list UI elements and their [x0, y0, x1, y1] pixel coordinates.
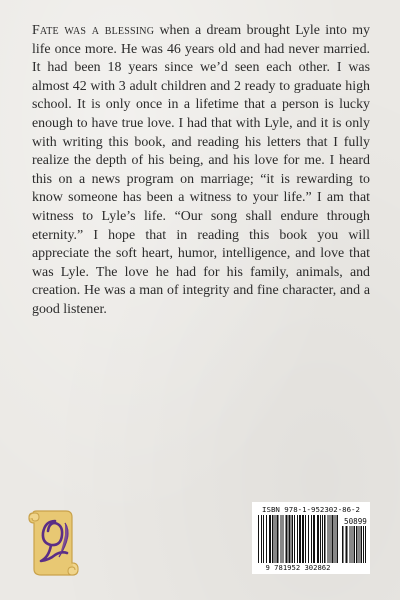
barcode-bar	[317, 515, 319, 563]
barcode-bar	[289, 515, 291, 563]
barcode-bar	[292, 515, 294, 563]
barcode-bar	[352, 526, 353, 563]
barcode-bar	[320, 515, 321, 563]
isbn-label: ISBN 978-1-952302-86-2	[262, 505, 360, 514]
isbn-barcode	[252, 502, 370, 574]
barcode-bar	[258, 515, 259, 563]
barcode-bar	[324, 515, 326, 563]
barcode-bar	[281, 515, 282, 563]
barcode-bar	[363, 526, 364, 563]
back-cover-blurb	[32, 22, 370, 320]
blurb-body: when a dream brought Lyle into my life once more. He was 46 years old and had never married. It had been 18 years since we’d seen each other. I was almost 42 with 3 adult children and 2 ready to graduate high school. It is only once in a lifetime that a person is lucky enough to have true love. I had that with Lyle, and it is only with writing this book, and reading his letters that I fully realize the depth of his being, and his love for me. I heard this on a news program on marriage; “it is rewarding to know someone has been a witness to your life.” I am that witness to Lyle’s life. “Our song shall endure through eternity.” I hope that in reading this book you will appreciate the soft heart, humor, intelligence, and love that was Lyle. The love he had for his family, animals, and creation. He was a man of integrity and fine character, and a good listener.	[32, 23, 370, 317]
barcode-bar	[359, 526, 360, 563]
barcode-bar	[332, 515, 334, 563]
barcode-bar	[266, 515, 267, 563]
barcode-bar	[286, 515, 288, 563]
barcode-bar	[261, 515, 262, 563]
barcode-bar	[356, 526, 358, 563]
barcode-addon-bars	[342, 526, 366, 563]
barcode-bar	[299, 515, 301, 563]
barcode-bar	[277, 515, 279, 563]
barcode-bar	[294, 515, 295, 563]
price-code: 50899	[344, 517, 367, 526]
barcode-bar	[322, 515, 323, 563]
barcode-bar	[272, 515, 274, 563]
barcode-bar	[308, 515, 309, 563]
barcode-bar	[311, 515, 312, 563]
barcode-bar	[283, 515, 284, 563]
barcode-bar	[330, 515, 331, 563]
blurb-lead-in: Fate was a blessing	[32, 23, 155, 38]
barcode-bar	[305, 515, 306, 563]
barcode-bar	[263, 515, 264, 563]
barcode-bar	[297, 515, 298, 563]
barcode-bar	[275, 515, 276, 563]
barcode-bar	[354, 526, 356, 563]
ean-digits: 9 781952 302862	[265, 563, 331, 572]
barcode-bar	[346, 526, 348, 563]
barcode-bar	[350, 526, 351, 563]
barcode-bar	[337, 515, 339, 563]
barcode-bar	[313, 515, 315, 563]
scroll-quill-icon	[25, 505, 81, 581]
barcode-bar	[342, 526, 344, 563]
barcode-bar	[361, 526, 363, 563]
barcode-bar	[335, 515, 336, 563]
barcode-bar	[328, 515, 329, 563]
publisher-logo-icon	[25, 505, 81, 581]
barcode-bar	[269, 515, 271, 563]
barcode-bar	[365, 526, 366, 563]
barcode-bars	[258, 515, 338, 563]
barcode-bar	[302, 515, 304, 563]
